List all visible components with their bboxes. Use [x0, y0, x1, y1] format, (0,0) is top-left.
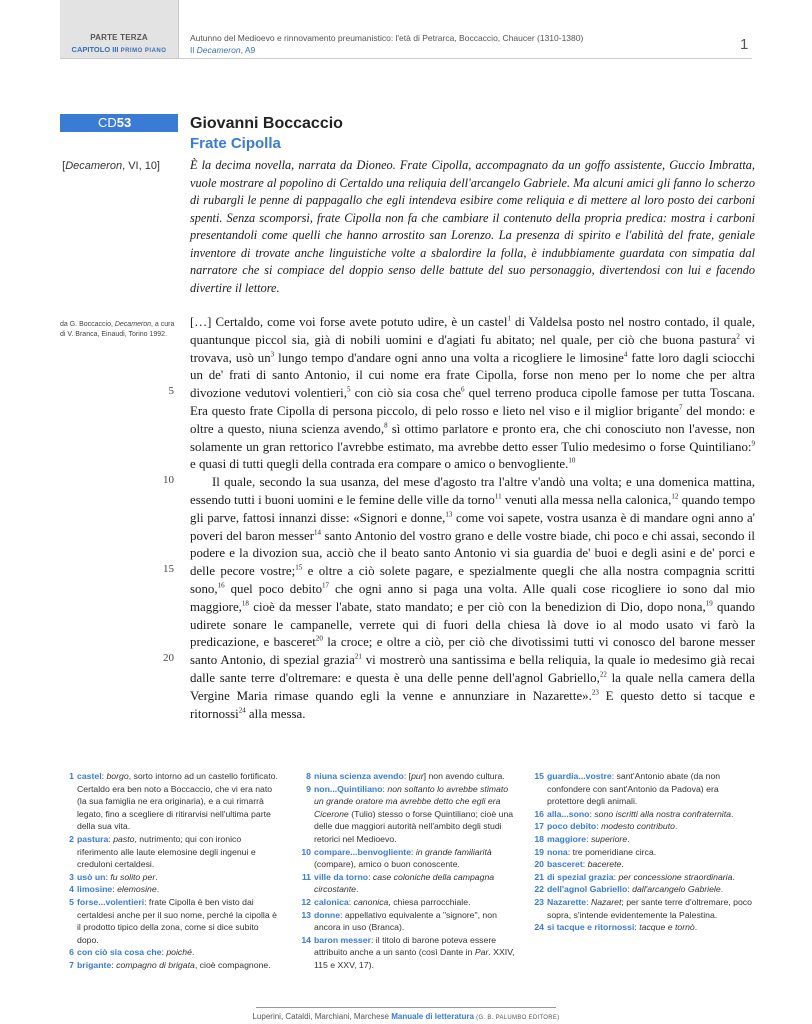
footnote-text: : [382, 783, 388, 794]
footnote-headword: ville da torno [314, 871, 369, 882]
note-ref: 12 [671, 492, 679, 501]
ref-open: [ [62, 160, 66, 172]
footnote [60, 871, 278, 884]
text-segment: lungo tempo d'andare ogni anno una volta a ricogliere le limosine [274, 350, 624, 365]
text-segment: vi trovava, usò un [190, 332, 756, 365]
text-segment: E questo detto si tacque e ritornossi [190, 688, 755, 721]
footnote-text: Par [474, 947, 489, 958]
part-label: PARTE TERZA [90, 33, 148, 42]
footnote-number: 3 [69, 871, 74, 882]
footnote-text: . [730, 808, 734, 819]
footnote-headword: calonica [314, 896, 349, 907]
footnote-text: : [105, 871, 111, 882]
footnote-text: modesto contributo [601, 821, 675, 832]
text-segment: come voi sapete, vostra usanza è di mandare ogni anno a' poveri del baron messer [190, 510, 755, 543]
footnote-text: . [155, 871, 158, 882]
footnote [297, 770, 519, 783]
footnote-text: : [348, 896, 354, 907]
note-ref: 20 [315, 635, 323, 644]
text-segment: vi mostrerò una santissima e bella reliquia, la quale io medesimo già recai dalle sante terre d'oltremare: e questa è una delle penne dell'agnol Gabriello, [190, 653, 755, 685]
text-segment: quando tempo gli parve, fattosi innanzi disse: «Signori e donne, [190, 492, 756, 525]
footnote-text: superiore [590, 833, 628, 844]
footnote-text: per concessione straordinaria [618, 871, 733, 882]
footnote-text: bacerete [587, 859, 622, 870]
footnote-headword: alla...sono [547, 808, 590, 819]
footnote [530, 846, 755, 859]
footnote-headword: pastura [77, 833, 109, 844]
footnote-headword: si tacque e ritornossi [547, 922, 635, 933]
paragraph-1 [190, 314, 755, 474]
footnote-text: : [411, 846, 416, 857]
note-ref: 8 [384, 421, 388, 430]
text-segment: la quale nella camera della Vergine Maria rimase quando egli la venne e annunziare in Nazarette». [190, 670, 756, 703]
footnote-headword: non...Quintiliano [314, 783, 383, 794]
footnote [60, 770, 278, 833]
footnote-text: . XXIV, 115 e XXV, 17). [314, 947, 515, 970]
footnote-number: 8 [306, 771, 311, 781]
footnote-text: : [596, 821, 602, 832]
text-segment: di Valdelsa posto nel nostro contado, il quale, quantunque piccol sia, già di nobili uomini e d'agiati fu abitato; nel quale, per ciò che buona pastura [190, 315, 755, 347]
note-ref: 19 [705, 599, 713, 608]
footnote-text: pur [411, 771, 424, 781]
source-work: Decameron [114, 321, 152, 328]
chapter-sub: PRIMO PIANO [120, 48, 167, 54]
footnote-text: : [101, 771, 107, 781]
note-ref: 9 [751, 439, 755, 448]
footnote-text: , cioè compagnone. [194, 959, 271, 970]
note-ref: 2 [736, 332, 740, 341]
text-segment: la croce; e oltre a ciò, per ciò che divotissimi tutti vi conosco del barone messer santo Antonio, di spezial grazia [190, 635, 755, 668]
footer-publisher: (G. B. PALUMBO EDITORE) [476, 1015, 560, 1021]
footnote-number: 14 [301, 934, 311, 945]
footnote-number: 16 [534, 808, 544, 819]
footnote-headword: niuna scienza avendo [314, 771, 404, 781]
chapter-name: CAPITOLO III [71, 45, 119, 54]
chapter-label [60, 45, 178, 54]
footnote-headword: di spezial grazia [547, 871, 614, 882]
footnote-number: 24 [534, 922, 544, 933]
note-ref: 22 [599, 670, 607, 679]
footnote-number: 11 [301, 871, 311, 882]
footnote-text: pasto [113, 833, 135, 844]
footnote-text: : [586, 833, 591, 844]
notes-column-3 [530, 770, 755, 934]
author-name: Giovanni Boccaccio [190, 115, 343, 132]
footnote-text: non soltanto lo avrebbe stimato un grande oratore ma avrebbe detto che egli era Cicerone [314, 783, 509, 819]
note-ref: 3 [270, 350, 275, 359]
cd-prefix: CD [98, 115, 117, 130]
text-title: Frate Cipolla [190, 135, 281, 152]
header-rule [60, 58, 752, 59]
note-ref: 15 [295, 563, 303, 572]
text-segment: cioè da messer l'abate, stato mandato; e per ciò con la benedizion di Dio, dopo nona, [248, 599, 706, 614]
source-pre: da G. Boccaccio, [60, 321, 115, 328]
text-segment: quel terreno produca cipolle famose per tutta Toscana. Era questo frate Cipolla di persona piccolo, di pelo rosso e lieto nel viso e il miglior brigante [190, 386, 755, 418]
text-segment: quando udirete sonare le campanelle, verrete qui di fuori della chiesa là dove io al modo usato vi farò la predicazione, e basceret [190, 599, 756, 650]
footnote-number: 23 [534, 896, 544, 907]
notes-column-1 [60, 770, 278, 972]
footnote-text: dall'arcangelo Gabriele [632, 884, 721, 895]
text-segment: quel poco debito [224, 581, 323, 596]
footnote-headword: poco debito [547, 821, 597, 832]
line-number: 15 [163, 563, 174, 575]
footnote-text: case coloniche della campagna circostante [314, 871, 495, 895]
text-segment: […] Certaldo, come voi forse avete potuto udire, è un castel [190, 315, 508, 329]
page-number: 1 [740, 36, 749, 53]
header-section-title: Autunno del Medioevo e rinnovamento preumanistico: l'età di Petrarca, Boccaccio, Chaucer (1310-1380) [190, 33, 584, 43]
footnote-headword: basceret [547, 859, 583, 870]
footnote-number: 22 [534, 884, 544, 895]
footnote-number: 15 [534, 771, 544, 781]
footnote-text: poiché [166, 947, 192, 958]
footnote-text: : sant'Antonio abate (da non confondere con sant'Antonio da Padova) era protettore degli animali. [547, 771, 721, 807]
footnote [297, 934, 519, 972]
footnote-text: : [112, 884, 118, 895]
footnote [530, 921, 755, 934]
footnote [530, 820, 755, 833]
work-reference [60, 160, 160, 172]
footnote-text: : [634, 922, 640, 933]
source-post: , a cura di V. Branca, Einaudi, Torino 1992. [60, 321, 175, 338]
footnote-text: , chiesa parrocchiale. [388, 896, 471, 907]
footnote-number: 19 [534, 846, 544, 857]
footnote-text: : frate Cipolla è ben visto dai certaldesi anche per il suo nome, perché la cipolla è il prodotto tipico della zona, come si dice subito dopo. [77, 896, 277, 945]
footnote-text: . [191, 947, 195, 958]
note-ref: 23 [591, 688, 599, 697]
footnote-number: 18 [534, 833, 544, 844]
note-ref: 5 [346, 385, 351, 394]
footnote-text: (compare), amico o buon conoscente. [314, 859, 460, 870]
footnote-text: : [586, 896, 591, 907]
note-ref: 11 [494, 492, 502, 501]
footnote-text: (Tulio) stesso o forse Quintiliano; cioè una delle due maggiori autorità nell'ambito degli studi retorici nel Medioevo. [314, 808, 514, 844]
notes-column-2 [297, 770, 519, 972]
footnote-number: 9 [306, 783, 311, 794]
footnote-text: canonica [353, 896, 389, 907]
footnote-text: . [156, 884, 160, 895]
footer-manual: Manuale di letteratura [391, 1012, 474, 1021]
text-segment: santo Antonio del vostro grano e delle vostre biade, chi poco e chi assai, secondo il podere e la divozion sua, acciò che il beato santo Antonio vi sia guardia de' buoi e degli asini e de' porci e delle pecore vostre; [190, 528, 755, 579]
footer-rule [256, 1007, 556, 1008]
footnote-text: fu solito per [110, 871, 156, 882]
note-ref: 7 [678, 403, 683, 412]
note-ref: 6 [460, 385, 465, 394]
footnote [297, 896, 519, 909]
footnote-text: . [627, 833, 630, 844]
footnote-text: . [720, 884, 724, 895]
footnote-text: : [161, 947, 167, 958]
main-text [190, 314, 755, 723]
text-segment: con ciò sia cosa che [350, 386, 461, 401]
note-ref: 10 [568, 457, 576, 466]
footnote-text: . [674, 821, 678, 832]
footnote-text: : appellativo equivalente a "signore", non ancora in uso (Branca). [314, 909, 497, 933]
footnote-text: : [108, 833, 114, 844]
note-ref: 16 [217, 581, 225, 590]
footnote-text: . [732, 871, 735, 882]
note-ref: 13 [445, 510, 453, 519]
footnote-number: 17 [534, 821, 544, 832]
footnote [60, 833, 278, 871]
footnote-text: : il titolo di barone poteva essere attribuito anche a un santo (così Dante in [314, 934, 497, 958]
footnote-text: sono iscritti alla nostra confraternita [594, 808, 731, 819]
footer-authors: Luperini, Cataldi, Marchiani, Marchese [252, 1012, 389, 1021]
footnote-text: , nutrimento; qui con ironico riferimento alle laute elemosine degli ingenui e creduloni certaldesi. [77, 833, 256, 870]
header-divider [178, 0, 179, 58]
footnote-headword: maggiore [547, 833, 587, 844]
footnote-number: 21 [534, 871, 544, 882]
footnote [60, 896, 278, 946]
ref-rest: , VI, 10] [122, 160, 160, 172]
header-tab [60, 0, 178, 58]
footnote [60, 946, 278, 959]
footnote-text: : [613, 871, 619, 882]
footnote-headword: guardia...vostre [547, 771, 612, 781]
footnote-text: borgo [106, 771, 129, 781]
footnote [530, 896, 755, 921]
footnote-text: ] non avendo cultura. [423, 771, 505, 781]
footnote-number: 20 [534, 859, 544, 870]
footnote-headword: dell'agnol Gabriello [547, 884, 628, 895]
footnote-number: 2 [69, 833, 74, 844]
footnote-text: . [356, 884, 359, 895]
footnote [530, 871, 755, 884]
footnote [60, 883, 278, 896]
text-segment: del mondo: e oltre a questo, niuna scienza avendo, [190, 403, 755, 436]
footnote [297, 783, 519, 846]
text-segment: venuti alla messa nella calonica, [501, 492, 672, 507]
footnote-text: compagno di brigata [116, 959, 195, 970]
header-subsection [190, 45, 255, 55]
text-segment: che ogni anno si paga una volta. Alle quali cose ricogliere io sono dal mio maggiore, [190, 581, 756, 614]
footnote [530, 808, 755, 821]
line-number: 20 [163, 652, 174, 664]
footnote-text: : [111, 959, 117, 970]
line-number: 5 [168, 385, 174, 397]
text-segment: Il quale, secondo la sua usanza, del mese d'agosto tra l'altre v'andò una volta; e una domenica mattina, essendo tutti i buoni uomini e le femine delle ville da torno [190, 475, 755, 507]
footnote-headword: castel [77, 771, 102, 781]
footnote-number: 10 [301, 846, 311, 857]
footnote-text: . [621, 859, 624, 870]
footnote-text: ; per sante terre d'oltremare, poco sopra, s'intende evidentemente la Palestina. [547, 896, 752, 920]
footnote-headword: forse...volentieri [77, 896, 145, 907]
footnote-text: Nazaret [590, 896, 622, 907]
footnote-headword: con ciò sia cosa che [77, 947, 162, 958]
note-ref: 24 [238, 706, 246, 715]
footnote [530, 770, 755, 808]
footnote [297, 909, 519, 934]
footnote [297, 871, 519, 896]
text-segment: sì ottimo parlatore e pronto era, che chi conosciuto non l'avesse, non solamente un gran rettorico l'avrebbe estimato, ma avrebbe detto esser Tulio medesimo o forse Quintiliano: [190, 421, 755, 454]
footnote-text: , sorto intorno ad un castello fortificato. Certaldo era ben noto a Boccaccio, che vi era nato (la sua famiglia ne era originaria), e a cui rimarrà legato, fino a scegliere di ritirarvisi nell'ultima parte della sua vita. [77, 771, 278, 832]
footnote [530, 833, 755, 846]
paragraph-2 [190, 474, 755, 723]
footnote-number: 12 [301, 896, 311, 907]
header-sub-post: , A9 [240, 45, 256, 55]
footnote-text: : [627, 884, 633, 895]
footnote-headword: baron messer [314, 934, 371, 945]
footnote-number: 1 [69, 771, 74, 781]
header-sub-pre: Il [190, 45, 197, 55]
footnote-headword: limosine [77, 884, 113, 895]
footnote-text: . [694, 922, 698, 933]
text-segment: e quasi di tutti quegli della contrada era compare o amico o benvogliente. [190, 457, 569, 472]
footnote-text: : [582, 859, 588, 870]
footnote-text: : [589, 808, 595, 819]
footnote-number: 6 [69, 947, 74, 958]
footnote [297, 846, 519, 871]
footnote-number: 7 [69, 959, 74, 970]
footnote-number: 13 [301, 909, 311, 920]
line-number: 10 [163, 474, 174, 486]
footnote-headword: usò un [77, 871, 106, 882]
note-ref: 18 [241, 599, 249, 608]
note-ref: 14 [314, 528, 322, 537]
note-ref: 4 [623, 350, 628, 359]
footnote-text: in grande familiarità [415, 846, 492, 857]
introduction: È la decima novella, narrata da Dioneo. Frate Cipolla, accompagnato da un goffo assistente, Guccio Imbratta, vuole mostrare al popolino di Certaldo una reliquia dell'arcangelo Gabriele. Ma alcuni amici gli fanno lo scherzo di rubargli le penne di pappagallo che egli intendeva esibire come reliquia e di mettere al loro posto dei carboni spenti. Senza scomporsi, frate Cipolla non fa che cambiare il contenuto della propria predica: mostra i carboni presentandoli come quelli che hanno arrostito san Lorenzo. La presenza di spirito e l'abilità del frate, geniale inventore di trovate anche linguistiche volte a sbalordire la folla, è indubbiamente guardata con simpatia dal narratore che si compiace del doppio senso delle battute del suo personaggio, divertendosi con lui e facendo divertire il lettore. [190, 158, 755, 295]
note-ref: 1 [507, 314, 511, 323]
note-ref: 17 [322, 581, 330, 590]
ref-work: Decameron [65, 160, 123, 172]
footnote-headword: compare...benvogliente [314, 846, 412, 857]
footnote [60, 959, 278, 972]
footnote-text: : tre pomeridiane circa. [567, 846, 657, 857]
footnote-headword: donne [314, 909, 341, 920]
cd-badge [60, 114, 178, 132]
footnote-text: : [ [403, 771, 412, 781]
footnote-headword: brigante [77, 959, 112, 970]
cd-number: 53 [116, 115, 132, 130]
text-segment: e oltre a ciò solete pagare, e spezialmente quegli che alla nostra compagnia scritti sono, [190, 564, 755, 596]
text-segment: fatte loro dagli sciocchi un de' frati di santo Antonio, il cui nome era frate Cipolla, forse non meno per lo nome che per altra divozione vedutovi volentieri, [190, 350, 755, 401]
note-ref: 21 [354, 652, 362, 661]
footnote-headword: nona [547, 846, 568, 857]
footnote-text: tacque e tornò [639, 922, 695, 933]
footnote [530, 883, 755, 896]
footnote-text: : [368, 871, 373, 882]
footnote-headword: Nazarette [547, 896, 587, 907]
footer [0, 1012, 812, 1021]
footnote-text: elemosine [117, 884, 157, 895]
text-segment: alla messa. [245, 706, 306, 721]
footnote [530, 858, 755, 871]
footnote-number: 4 [69, 884, 74, 895]
footnote-number: 5 [69, 896, 74, 907]
source-note [60, 320, 178, 340]
header-sub-work: Decameron [196, 45, 241, 55]
